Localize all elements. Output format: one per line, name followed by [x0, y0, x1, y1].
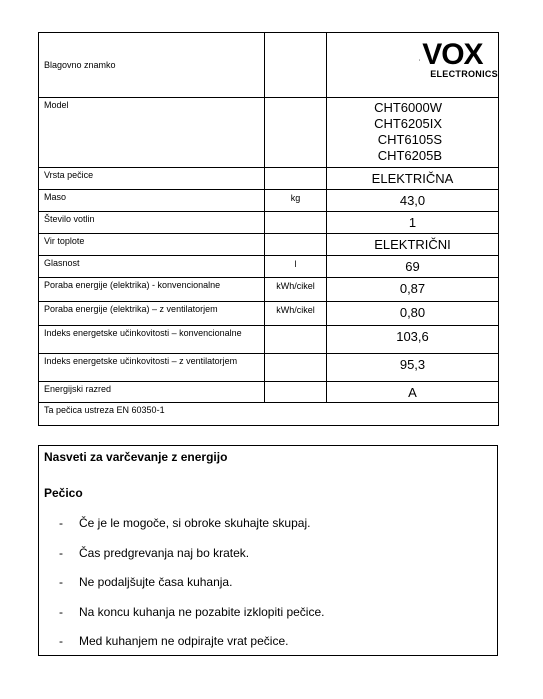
tip-text: Ne podaljšujte časa kuhanja. — [79, 575, 233, 589]
spec-label: Vrsta pečice — [39, 168, 265, 190]
spec-unit: l — [265, 256, 327, 278]
bullet-dash: - — [59, 634, 63, 648]
spec-label: Indeks energetske učinkovitosti – konvencionalne — [39, 326, 265, 354]
tips-list — [59, 516, 324, 664]
spec-row — [39, 382, 499, 403]
spec-value: 103,6 — [327, 326, 499, 354]
vox-logo-emblem-icon — [419, 37, 420, 83]
spec-unit — [265, 212, 327, 234]
spec-label: Poraba energije (elektrika) – z ventilatorjem — [39, 302, 265, 326]
spec-unit — [265, 234, 327, 256]
tip-text: Med kuhanjem ne odpirajte vrat pečice. — [79, 634, 289, 648]
spec-label: Glasnost — [39, 256, 265, 278]
standard-footnote: Ta pečica ustreza EN 60350-1 — [39, 403, 499, 426]
spec-value: 43,0 — [327, 190, 499, 212]
spec-value: ELEKTRIČNA — [327, 168, 499, 190]
brand-logo-cell — [327, 33, 499, 98]
model-item: CHT6000W — [374, 100, 442, 115]
spec-row — [39, 354, 499, 382]
logo-wordmark: VOX — [422, 38, 483, 71]
model-list — [327, 98, 499, 168]
spec-row — [39, 278, 499, 302]
tip-item — [59, 546, 324, 576]
spec-unit: kWh/cikel — [265, 278, 327, 302]
footnote-row — [39, 403, 499, 426]
tip-item — [59, 575, 324, 605]
vox-logo — [419, 37, 498, 83]
tip-item — [59, 516, 324, 546]
spec-value: 69 — [327, 256, 499, 278]
spec-unit: kg — [265, 190, 327, 212]
spec-unit: kWh/cikel — [265, 302, 327, 326]
spec-row — [39, 190, 499, 212]
tips-subtitle: Pečico — [44, 486, 83, 500]
tip-text: Čas predgrevanja naj bo kratek. — [79, 545, 250, 560]
tip-item — [59, 605, 324, 635]
spec-row — [39, 168, 499, 190]
brand-label: Blagovno znamko — [39, 33, 265, 98]
tip-text: Če je le mogoče, si obroke skuhajte skupaj. — [79, 516, 311, 530]
logo-subtitle: ELECTRONICS — [430, 69, 498, 79]
spec-row — [39, 256, 499, 278]
bullet-dash: - — [59, 575, 63, 589]
tip-item — [59, 634, 324, 664]
spec-row — [39, 302, 499, 326]
tip-text: Na koncu kuhanja ne pozabite izklopiti pečice. — [79, 604, 325, 619]
spec-unit — [265, 382, 327, 403]
spec-value: 0,87 — [327, 278, 499, 302]
spec-row — [39, 326, 499, 354]
spec-label: Vir toplote — [39, 234, 265, 256]
spec-value: 95,3 — [327, 354, 499, 382]
spec-unit — [265, 354, 327, 382]
bullet-dash: - — [59, 516, 63, 530]
spec-label: Energijski razred — [39, 382, 265, 403]
model-unit-cell — [265, 98, 327, 168]
spec-value: 0,80 — [327, 302, 499, 326]
spec-unit — [265, 168, 327, 190]
spec-value: A — [327, 382, 499, 403]
energy-saving-tips-box — [38, 445, 498, 656]
bullet-dash: - — [59, 604, 63, 619]
model-item: CHT6205IX — [374, 116, 442, 131]
tips-title: Nasveti za varčevanje z energijo — [44, 450, 228, 464]
spec-label: Število votlin — [39, 212, 265, 234]
spec-label: Maso — [39, 190, 265, 212]
model-label: Model — [39, 98, 265, 168]
model-item: CHT6105S — [377, 132, 442, 147]
spec-value: ELEKTRIČNI — [327, 234, 499, 256]
spec-label: Poraba energije (elektrika) - konvencionalne — [39, 278, 265, 302]
spec-unit — [265, 326, 327, 354]
spec-row — [39, 234, 499, 256]
brand-unit-cell — [265, 33, 327, 98]
model-item: CHT6205B — [377, 148, 442, 163]
spec-value: 1 — [327, 212, 499, 234]
spec-label: Indeks energetske učinkovitosti – z ventilatorjem — [39, 354, 265, 382]
model-row — [39, 98, 499, 168]
energy-spec-table — [38, 32, 499, 426]
brand-row — [39, 33, 499, 98]
spec-row — [39, 212, 499, 234]
bullet-dash: - — [59, 545, 63, 560]
